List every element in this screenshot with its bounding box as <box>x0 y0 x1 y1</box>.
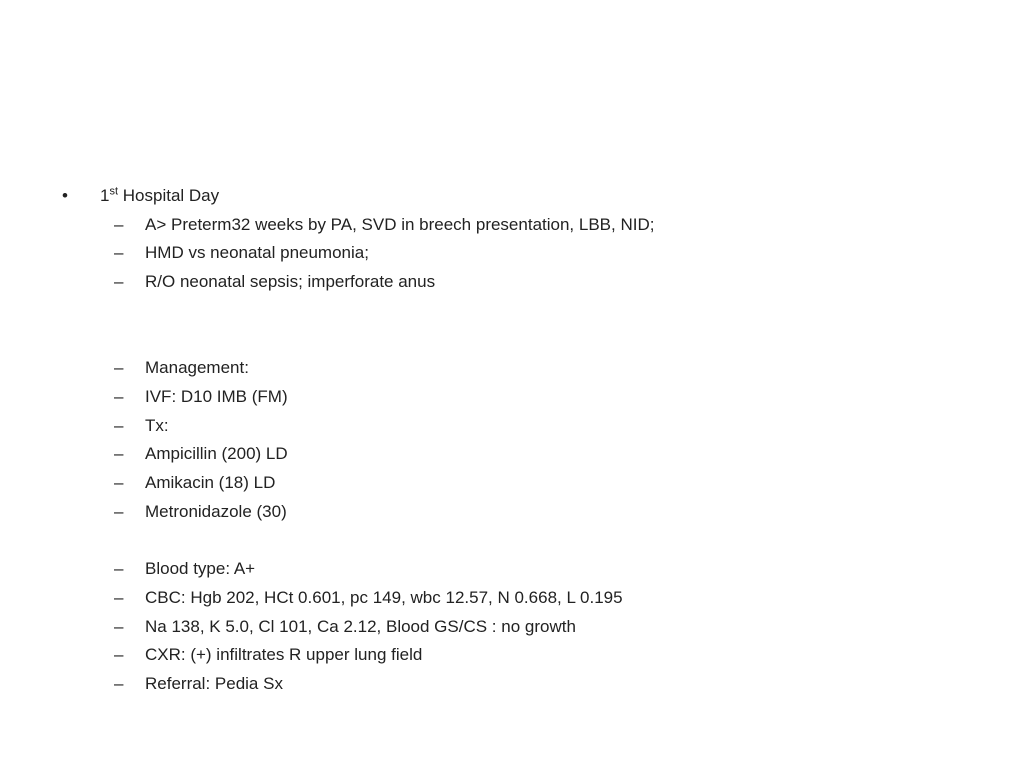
list-item: Blood type: A+ <box>145 559 256 578</box>
dash-marker: – <box>114 674 124 693</box>
list-item: Management: <box>145 358 249 377</box>
list-item: A> Preterm32 weeks by PA, SVD in breech presentation, LBB, NID; <box>145 215 655 234</box>
list-item: Na 138, K 5.0, Cl 101, Ca 2.12, Blood GS/CS : no growth <box>145 617 576 636</box>
dash-marker: – <box>114 387 124 406</box>
dash-marker: – <box>114 502 124 521</box>
list-item: IVF: D10 IMB (FM) <box>145 387 288 406</box>
dash-marker: – <box>114 358 124 377</box>
dash-marker: – <box>114 272 124 291</box>
list-item: Referral: Pedia Sx <box>145 674 283 693</box>
day-label: Hospital Day <box>118 186 220 205</box>
list-item: HMD vs neonatal pneumonia; <box>145 243 369 262</box>
bullet-marker: • <box>62 186 68 205</box>
dash-marker: – <box>114 416 124 435</box>
dash-marker: – <box>114 215 124 234</box>
day-number: 1 <box>100 186 110 205</box>
dash-marker: – <box>114 473 124 492</box>
dash-marker: – <box>114 243 124 262</box>
dash-marker: – <box>114 645 124 664</box>
list-item: CXR: (+) infiltrates R upper lung field <box>145 645 423 664</box>
dash-marker: – <box>114 559 124 578</box>
dash-marker: – <box>114 588 124 607</box>
list-item: Metronidazole (30) <box>145 502 287 521</box>
list-item: R/O neonatal sepsis; imperforate anus <box>145 272 436 291</box>
list-item: Ampicillin (200) LD <box>145 444 288 463</box>
hospital-day-heading <box>100 185 219 207</box>
dash-marker: – <box>114 617 124 636</box>
list-item: CBC: Hgb 202, HCt 0.601, pc 149, wbc 12.57, N 0.668, L 0.195 <box>145 588 623 607</box>
list-item: Amikacin (18) LD <box>145 473 276 492</box>
day-ordinal-suffix: st <box>109 185 119 198</box>
dash-marker: – <box>114 444 124 463</box>
list-item: Tx: <box>145 416 169 435</box>
